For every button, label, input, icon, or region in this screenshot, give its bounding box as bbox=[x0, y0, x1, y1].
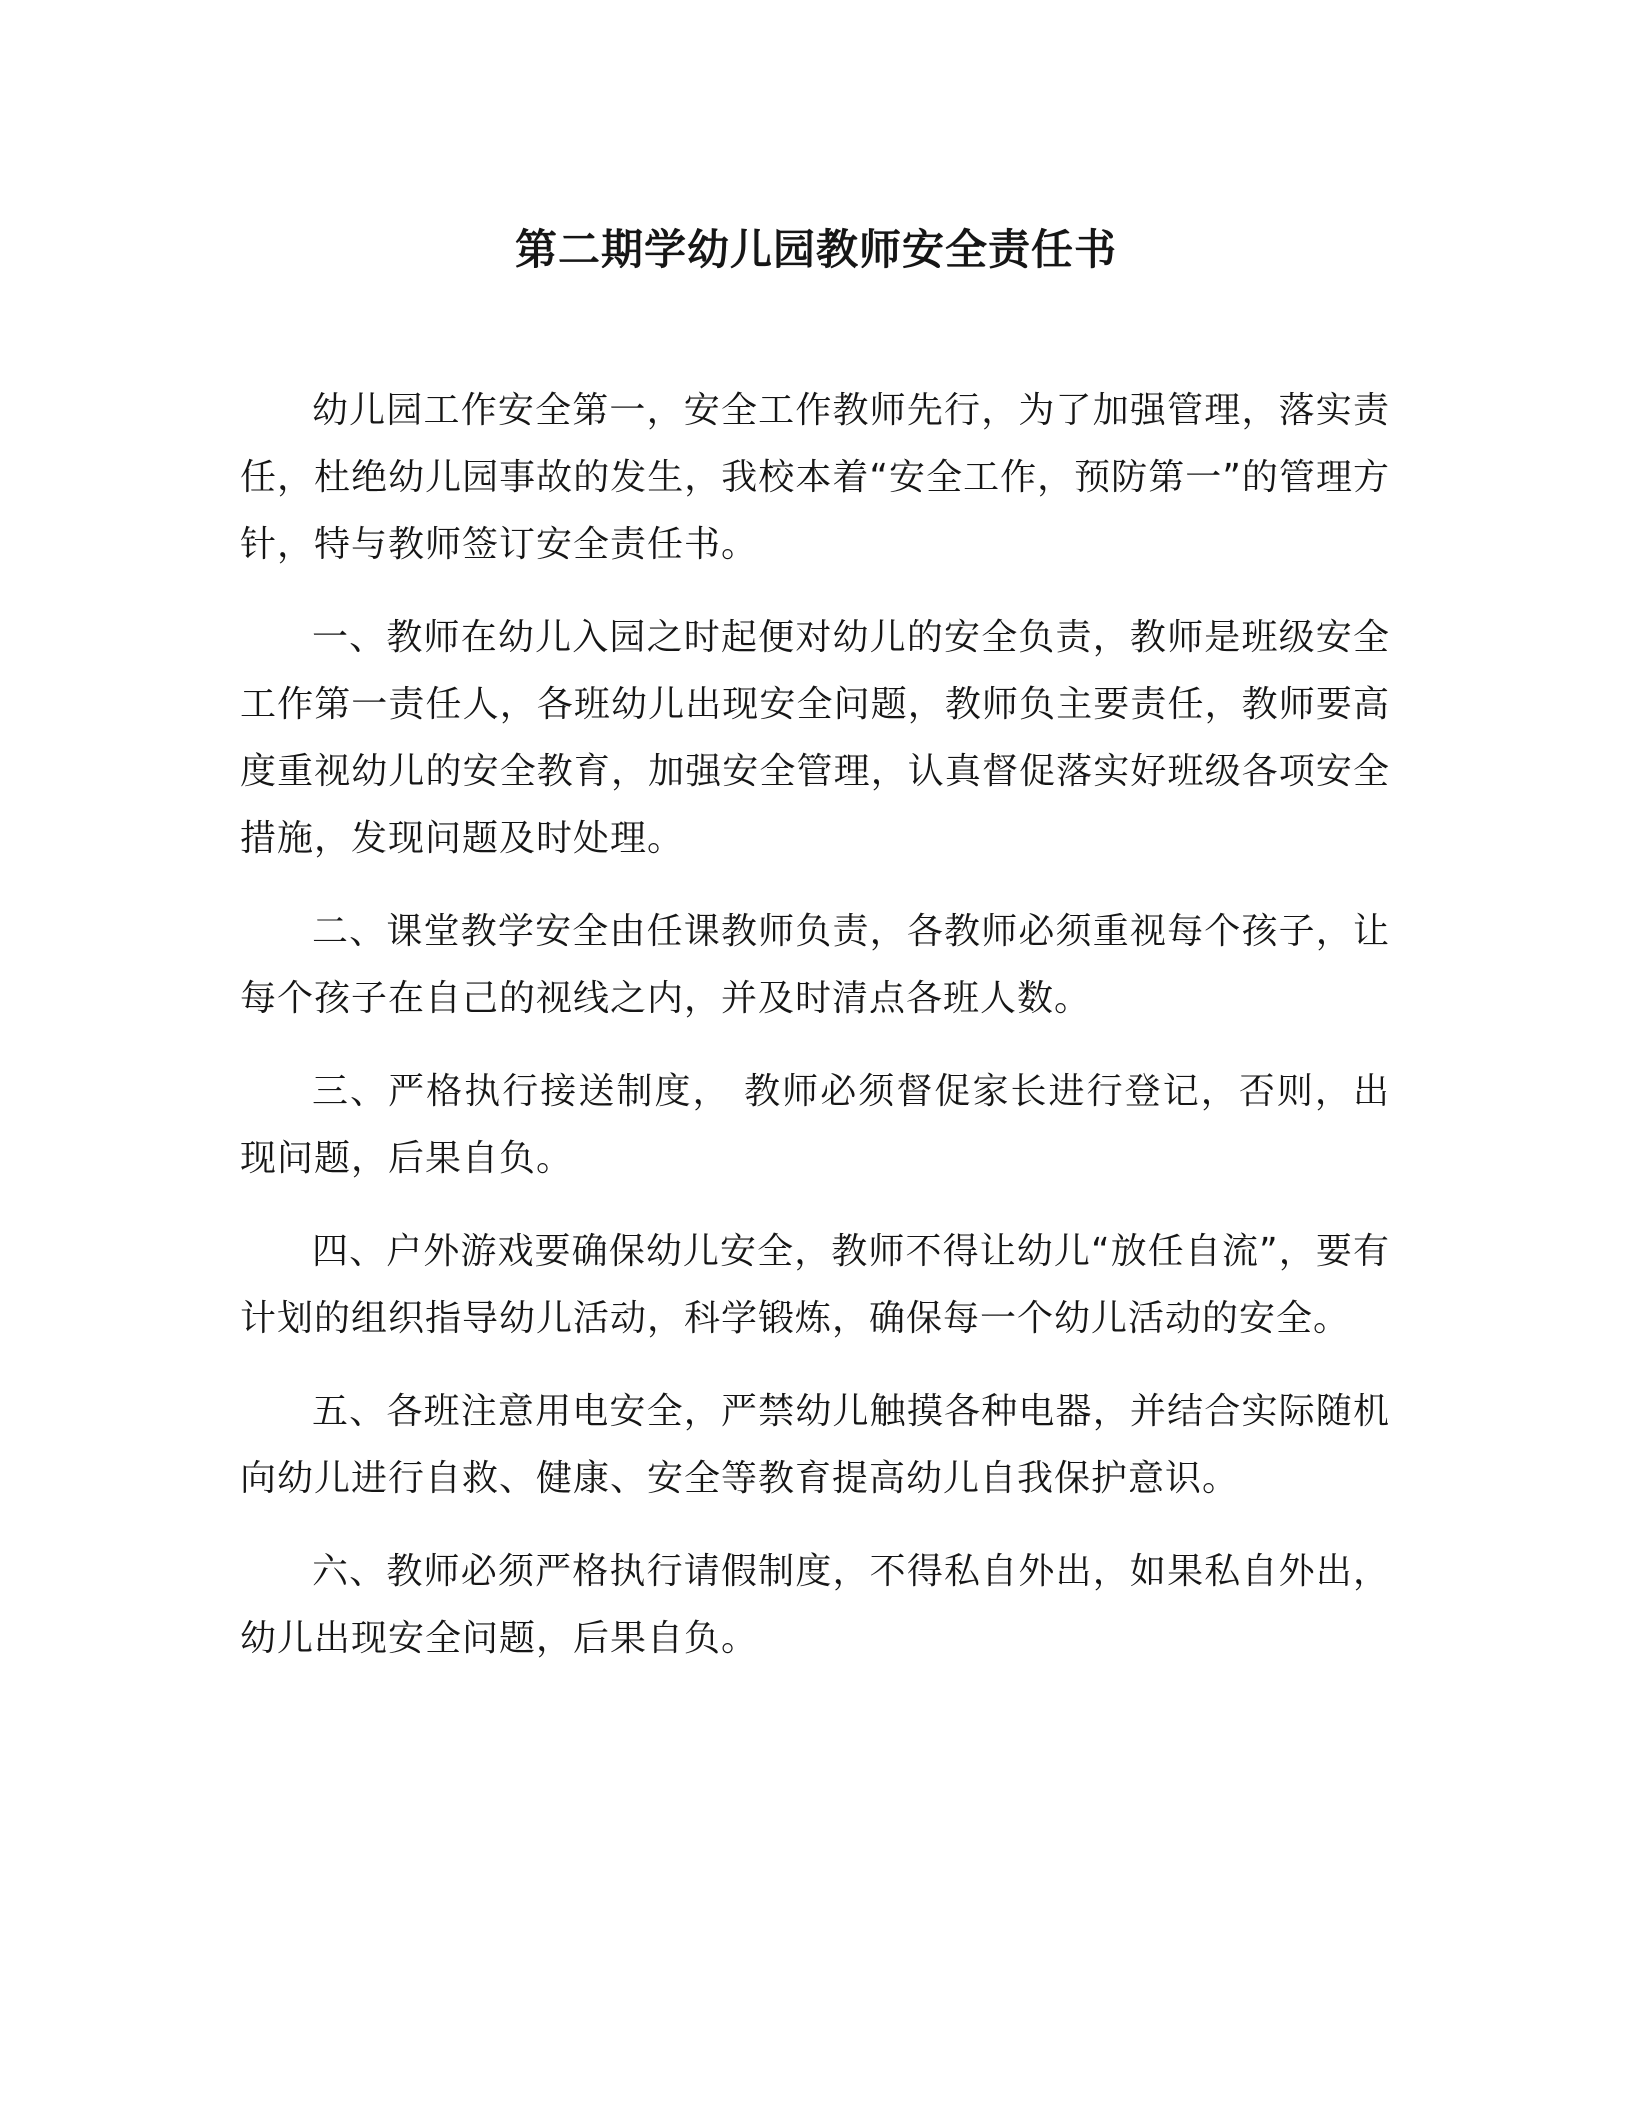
intro-paragraph: 幼儿园工作安全第一，安全工作教师先行，为了加强管理，落实责任，杜绝幼儿园事故的发生，我校本着“安全工作，预防第一”的管理方针，特与教师签订安全责任书。 bbox=[240, 390, 1390, 565]
clause-5-paragraph: 五、各班注意用电安全，严禁幼儿触摸各种电器，并结合实际随机向幼儿进行自救、健康、安全等教育提高幼儿自我保护意识。 bbox=[240, 1391, 1390, 1499]
clause-2-paragraph: 二、课堂教学安全由任课教师负责，各教师必须重视每个孩子，让每个孩子在自己的视线之内，并及时清点各班人数。 bbox=[240, 911, 1390, 1019]
clause-4-paragraph: 四、户外游戏要确保幼儿安全，教师不得让幼儿“放任自流”，要有计划的组织指导幼儿活动，科学锻炼，确保每一个幼儿活动的安全。 bbox=[240, 1231, 1390, 1339]
clause-1-paragraph: 一、教师在幼儿入园之时起便对幼儿的安全负责，教师是班级安全工作第一责任人，各班幼儿出现安全问题，教师负主要责任，教师要高度重视幼儿的安全教育，加强安全管理，认真督促落实好班级各项安全措施，发现问题及时处理。 bbox=[240, 617, 1390, 859]
clause-3-paragraph: 三、严格执行接送制度， 教师必须督促家长进行登记，否则，出现问题，后果自负。 bbox=[240, 1071, 1390, 1179]
document-title: 第二期学幼儿园教师安全责任书 bbox=[514, 225, 1117, 274]
document-body bbox=[240, 377, 1390, 1698]
clause-6-paragraph: 六、教师必须严格执行请假制度，不得私自外出，如果私自外出，幼儿出现安全问题，后果自负。 bbox=[240, 1551, 1390, 1659]
